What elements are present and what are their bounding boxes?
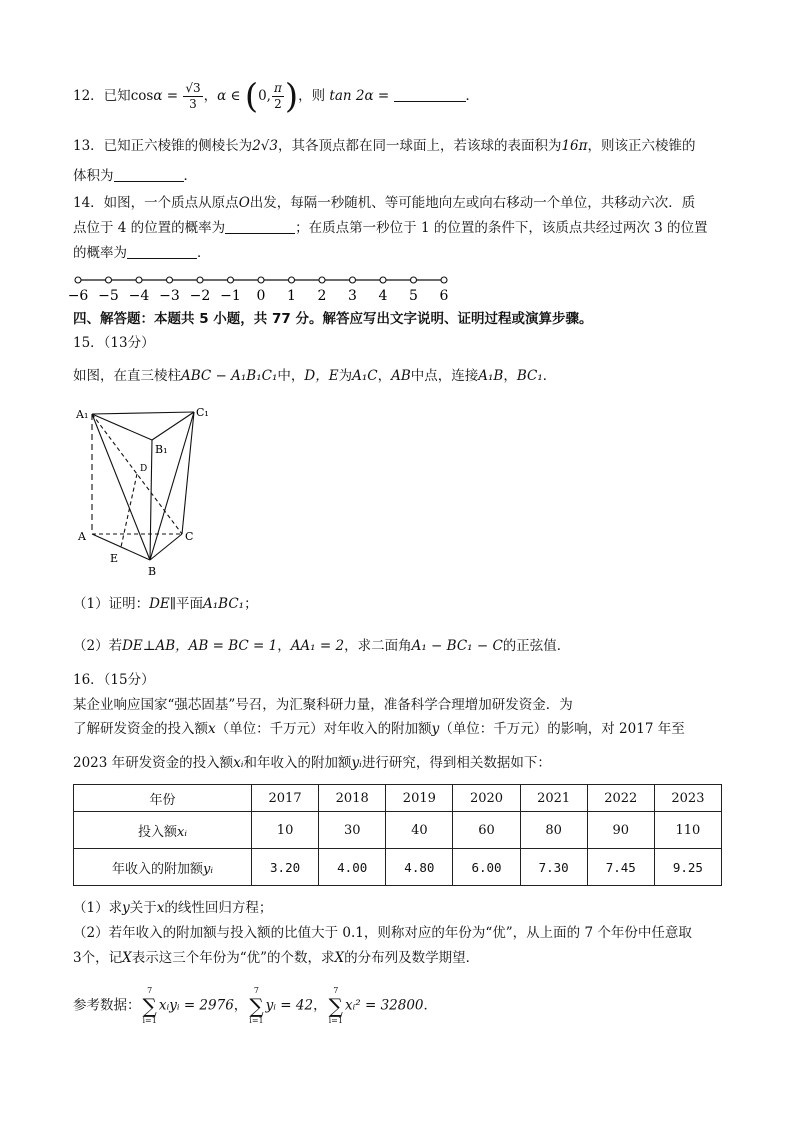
table-cell: 110: [654, 812, 721, 849]
table-cell: 10: [252, 812, 319, 849]
table-cell: 6.00: [453, 849, 520, 886]
table-row-revenue: [74, 849, 722, 886]
label-b1: B₁: [155, 443, 168, 456]
number-line-point: [380, 277, 386, 283]
q14-line2: 点位于 4 的位置的概率为 ；在质点第一秒位于 1 的位置的条件下，该质点共经过两次 3 的位置: [73, 220, 708, 236]
table-cell: 2017: [252, 785, 319, 812]
table-cell: 60: [453, 812, 520, 849]
section-heading: 四、解答题：本题共 5 小题，共 77 分。解答应写出文字说明、证明过程或演算步骤。: [73, 311, 593, 327]
q15-part2: （2）若DE⊥AB，AB = BC = 1，AA₁ = 2，求二面角A₁ − BC₁ − C的正弦值．: [73, 638, 571, 654]
q14-line3: 的概率为 ．: [73, 245, 211, 261]
number-line-point: [319, 277, 325, 283]
q12-line: 12．已知cosα = $\frac{√3}{3}$ ，α ∈ (0, $\frac{\pi}{2}$ )，则 tan 2α = ．: [73, 76, 479, 117]
number-line-label: −5: [98, 288, 119, 304]
q16-header: 16．（15分）: [73, 672, 155, 688]
q15-header: 15．（13分）: [73, 335, 155, 351]
number-line-label: 3: [348, 288, 357, 304]
label-e: E: [110, 552, 119, 565]
number-line-point: [106, 277, 112, 283]
edge-a1c1: [92, 412, 194, 414]
number-line-label: −3: [159, 288, 180, 304]
q14-line1: 14．如图，一个质点从原点O出发，每隔一秒随机、等可能地向左或向右移动一个单位，共移动六次．质: [73, 195, 696, 211]
table-cell: 2019: [386, 785, 453, 812]
table-header-cell: 年份: [74, 785, 252, 812]
answer-blank: [225, 219, 295, 234]
table-cell: 80: [520, 812, 587, 849]
table-cell: 2022: [587, 785, 654, 812]
data-table: [73, 784, 722, 886]
q16-part2-line1: （2）若年收入的附加额与投入额的比值大于 0.1，则称对应的年份为“优”，从上面的 7 个年份中任意取: [73, 925, 692, 941]
number-line-point: [258, 277, 264, 283]
segment-de: [121, 474, 137, 547]
table-cell: 30: [319, 812, 386, 849]
table-cell: 90: [587, 812, 654, 849]
table-row-investment: [74, 812, 722, 849]
number-line-point: [197, 277, 203, 283]
number-line-label: −6: [67, 288, 89, 304]
number-line-label: −4: [128, 288, 150, 304]
number-line-point: [136, 277, 142, 283]
table-cell: 3.20: [252, 849, 319, 886]
number-line-label: 1: [287, 288, 296, 304]
table-cell: 7.45: [587, 849, 654, 886]
number-line-label: −2: [189, 288, 211, 304]
table-cell: 40: [386, 812, 453, 849]
label-a: A: [78, 530, 86, 543]
sum-symbol: 7 ∑ i=1: [142, 986, 157, 1025]
label-d: D: [140, 464, 148, 474]
number-line-point: [228, 277, 234, 283]
q16-part2-line2: 3个，记X表示这三个年份为“优”的个数，求X的分布列及数学期望．: [73, 950, 480, 966]
edge-b1c1: [152, 412, 194, 440]
number-line-label: 2: [317, 288, 327, 304]
label-c: C: [185, 530, 194, 543]
table-cell: 7.30: [520, 849, 587, 886]
table-header-cell: 投入额xᵢ: [74, 812, 252, 849]
answer-blank: [114, 167, 184, 182]
number-line-label: 0: [256, 288, 266, 304]
number-line-point: [411, 277, 417, 283]
number-line-point: [167, 277, 173, 283]
q15-part1: （1）证明：DE∥平面A₁BC₁；: [73, 596, 258, 612]
label-a1: A₁: [76, 408, 89, 421]
number-line-point: [350, 277, 356, 283]
q16-paragraph-line2: 了解研发资金的投入额x（单位：千万元）对年收入的附加额y（单位：千万元）的影响，对 2017 年至: [73, 721, 685, 737]
number-line-label: 6: [439, 288, 449, 304]
q13-line2: 体积为 ．: [73, 168, 197, 184]
table-cell: 2018: [319, 785, 386, 812]
number-line-point: [289, 277, 295, 283]
number-line-label: 5: [409, 288, 418, 304]
q13-line1: 13．已知正六棱锥的侧棱长为2√3，其各顶点都在同一球面上，若该球的表面积为16π，则该正六棱锥的: [73, 138, 696, 154]
q12-pi-half: $\frac{\pi}{2}$: [273, 81, 282, 111]
q12-fraction: $\frac{√3}{3}$: [185, 81, 201, 111]
answer-blank: [394, 87, 466, 102]
label-c1: C₁: [196, 406, 209, 419]
number-line-point: [75, 277, 81, 283]
number-line-label: −1: [220, 288, 241, 304]
answer-blank: [127, 244, 197, 259]
table-cell: 9.25: [654, 849, 721, 886]
table-row-years: [74, 785, 722, 812]
table-cell: 2020: [453, 785, 520, 812]
edge-bb1: [150, 440, 152, 560]
edge-bc: [150, 534, 182, 560]
sum-symbol: 7 ∑ i=1: [328, 986, 343, 1025]
label-b: B: [148, 565, 157, 578]
table-cell: 4.00: [319, 849, 386, 886]
table-cell: 4.80: [386, 849, 453, 886]
prism-figure: [72, 400, 212, 580]
q16-paragraph-line3: 2023 年研发资金的投入额xᵢ和年收入的附加额yᵢ进行研究，得到相关数据如下：: [73, 755, 551, 771]
q16-reference-data: 参考数据： 7 ∑ i=1 xᵢyᵢ = 2976， 7 ∑ i=1 yᵢ = 42， 7 ∑ i=1 xᵢ² = 32800．: [73, 986, 438, 1025]
q12-number: 12．已知: [73, 88, 131, 104]
number-line-point: [441, 277, 447, 283]
number-line-label: 4: [378, 288, 388, 304]
q16-paragraph-line1: 某企业响应国家“强芯固基”号召，为汇聚科研力量，准备科学合理增加研发资金．为: [73, 697, 573, 713]
number-line: [67, 271, 472, 307]
table-cell: 2023: [654, 785, 721, 812]
q16-part1: （1）求y关于x的线性回归方程；: [73, 900, 273, 916]
q15-intro: 如图，在直三棱柱ABC − A₁B₁C₁中，D，E为A₁C，AB中点，连接A₁B，BC₁．: [73, 368, 557, 384]
table-header-cell: 年收入的附加额yᵢ: [74, 849, 252, 886]
table-cell: 2021: [520, 785, 587, 812]
sum-symbol: 7 ∑ i=1: [249, 986, 264, 1025]
